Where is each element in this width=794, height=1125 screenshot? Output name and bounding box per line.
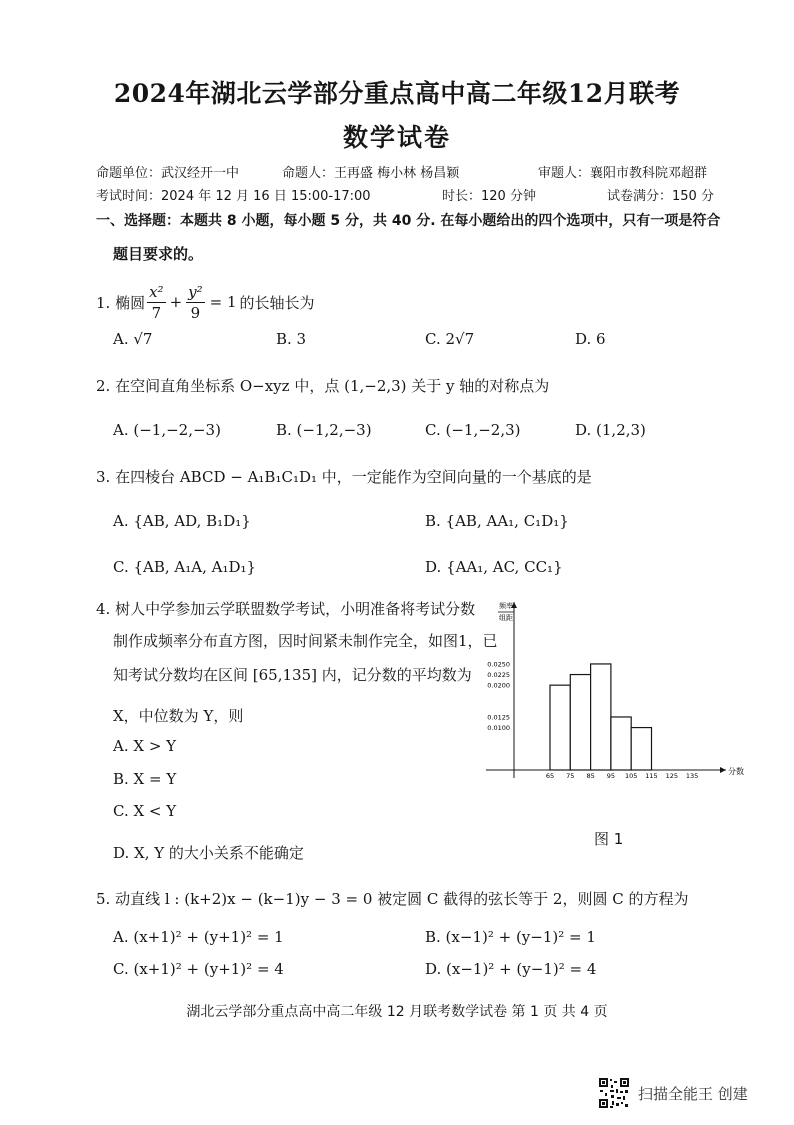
exam-subtitle: 数学试卷 bbox=[342, 123, 451, 152]
meta-duration: 时长：120 分钟 bbox=[442, 189, 536, 204]
x-tick-label: 125 bbox=[665, 772, 679, 780]
section-heading-line2: 题目要求的。 bbox=[113, 245, 204, 263]
x-axis-label: 分数 bbox=[728, 767, 744, 776]
q1-fraction-x bbox=[147, 282, 165, 323]
question-4-line1: 4. 树人中学参加云学联盟数学考试，小明准备将考试分数 bbox=[96, 600, 476, 618]
q1-suffix: 的长轴长为 bbox=[239, 293, 315, 312]
figure-caption: 图 1 bbox=[594, 830, 624, 848]
q3-option-b: B. {AB, AA₁, C₁D₁} bbox=[425, 512, 569, 530]
q5-option-d: D. (x−1)² + (y−1)² = 4 bbox=[425, 960, 597, 978]
y-axis-label-bottom: 组距 bbox=[499, 614, 513, 622]
q4-option-d: D. X, Y 的大小关系不能确定 bbox=[113, 844, 304, 862]
question-5: 5. 动直线 l : (k+2)x − (k−1)y − 3 = 0 被定圆 C 截得的弦长等于 2，则圆 C 的方程为 bbox=[96, 890, 689, 908]
x-tick-label: 115 bbox=[645, 772, 658, 780]
scanner-watermark: 扫描全能王 创建 bbox=[638, 1085, 748, 1103]
x-tick-label: 135 bbox=[685, 772, 699, 780]
q1-prefix: 1. 椭圆 bbox=[96, 293, 146, 312]
q1-option-b: B. 3 bbox=[276, 330, 307, 348]
q3-option-d: D. {AA₁, AC, CC₁} bbox=[425, 558, 563, 576]
q1-frac1-num: x² bbox=[149, 282, 164, 301]
histogram-bar bbox=[591, 664, 611, 770]
meta-authors: 命题人：王再盛 梅小林 杨昌颖 bbox=[282, 166, 460, 181]
meta-unit: 命题单位：武汉经开一中 bbox=[96, 166, 240, 181]
meta-score: 试卷满分：150 分 bbox=[607, 189, 714, 204]
x-tick-label: 75 bbox=[566, 772, 575, 780]
exam-title: 2024年湖北云学部分重点高中高二年级12月联考 bbox=[113, 79, 681, 108]
qr-code-icon bbox=[598, 1077, 630, 1109]
x-tick-label: 95 bbox=[606, 772, 616, 780]
q1-frac2-den: 9 bbox=[190, 303, 201, 322]
q3-option-c: C. {AB, A₁A, A₁D₁} bbox=[113, 558, 257, 576]
frequency-histogram bbox=[470, 592, 760, 832]
q3-option-a: A. {AB, AD, B₁D₁} bbox=[113, 512, 251, 530]
page-footer: 湖北云学部分重点高中高二年级 12 月联考数学试卷 第 1 页 共 4 页 bbox=[186, 1004, 608, 1020]
q2-option-d: D. (1,2,3) bbox=[575, 421, 646, 439]
question-4-line4: X，中位数为 Y，则 bbox=[113, 707, 244, 725]
q1-fraction-y bbox=[186, 282, 205, 323]
question-3: 3. 在四棱台 ABCD − A₁B₁C₁D₁ 中，一定能作为空间向量的一个基底的是 bbox=[96, 468, 592, 486]
q1-equals: = 1 bbox=[209, 293, 237, 311]
q5-option-a: A. (x+1)² + (y+1)² = 1 bbox=[113, 928, 284, 946]
x-tick-label: 85 bbox=[586, 772, 595, 780]
meta-reviewer: 审题人：襄阳市教科院邓超群 bbox=[538, 166, 708, 181]
q4-option-a: A. X > Y bbox=[113, 737, 177, 755]
histogram-bar bbox=[631, 728, 651, 770]
meta-time: 考试时间：2024 年 12 月 16 日 15:00-17:00 bbox=[96, 189, 371, 204]
q1-frac2-num: y² bbox=[188, 282, 203, 301]
question-1: 1. 椭圆 $\frac{\text{x²}}{7}$ + $\frac{\text{y²}}{9}$ = 1 的长轴长为 bbox=[96, 282, 315, 322]
question-2: 2. 在空间直角坐标系 O−xyz 中，点 (1,−2,3) 关于 y 轴的对称点为 bbox=[96, 377, 550, 395]
q4-option-c: C. X < Y bbox=[113, 802, 177, 820]
q4-option-b: B. X = Y bbox=[113, 770, 177, 788]
y-axis-label-top: 频率 bbox=[499, 602, 513, 610]
q1-option-d: D. 6 bbox=[575, 330, 606, 348]
y-tick-label: 0.0225 bbox=[487, 671, 510, 680]
y-tick-label: 0.0100 bbox=[487, 724, 510, 733]
question-4-line3: 知考试分数均在区间 [65,135] 内，记分数的平均数为 bbox=[113, 666, 472, 684]
question-4-line2: 制作成频率分布直方图，因时间紧未制作完全，如图1，已 bbox=[113, 632, 498, 650]
histogram-bar bbox=[570, 675, 590, 770]
q5-option-b: B. (x−1)² + (y−1)² = 1 bbox=[425, 928, 596, 946]
x-axis-arrow bbox=[720, 767, 726, 773]
histogram-bar bbox=[550, 685, 570, 770]
q2-option-b: B. (−1,2,−3) bbox=[276, 421, 372, 439]
x-tick-label: 65 bbox=[545, 772, 555, 780]
x-tick-label: 105 bbox=[624, 772, 638, 780]
q1-frac1-den: 7 bbox=[151, 303, 162, 322]
y-tick-label: 0.0250 bbox=[487, 660, 510, 669]
q1-option-a: A. √7 bbox=[113, 330, 153, 348]
y-tick-label: 0.0125 bbox=[487, 713, 510, 722]
q2-option-c: C. (−1,−2,3) bbox=[425, 421, 521, 439]
q1-option-c: C. 2√7 bbox=[425, 330, 475, 348]
y-tick-label: 0.0200 bbox=[487, 681, 510, 690]
histogram-bar bbox=[611, 717, 631, 770]
q2-option-a: A. (−1,−2,−3) bbox=[113, 421, 221, 439]
section-heading-line1: 一、选择题：本题共 8 小题，每小题 5 分，共 40 分. 在每小题给出的四个选项中，只有一项是符合 bbox=[96, 213, 721, 229]
q5-option-c: C. (x+1)² + (y+1)² = 4 bbox=[113, 960, 284, 978]
